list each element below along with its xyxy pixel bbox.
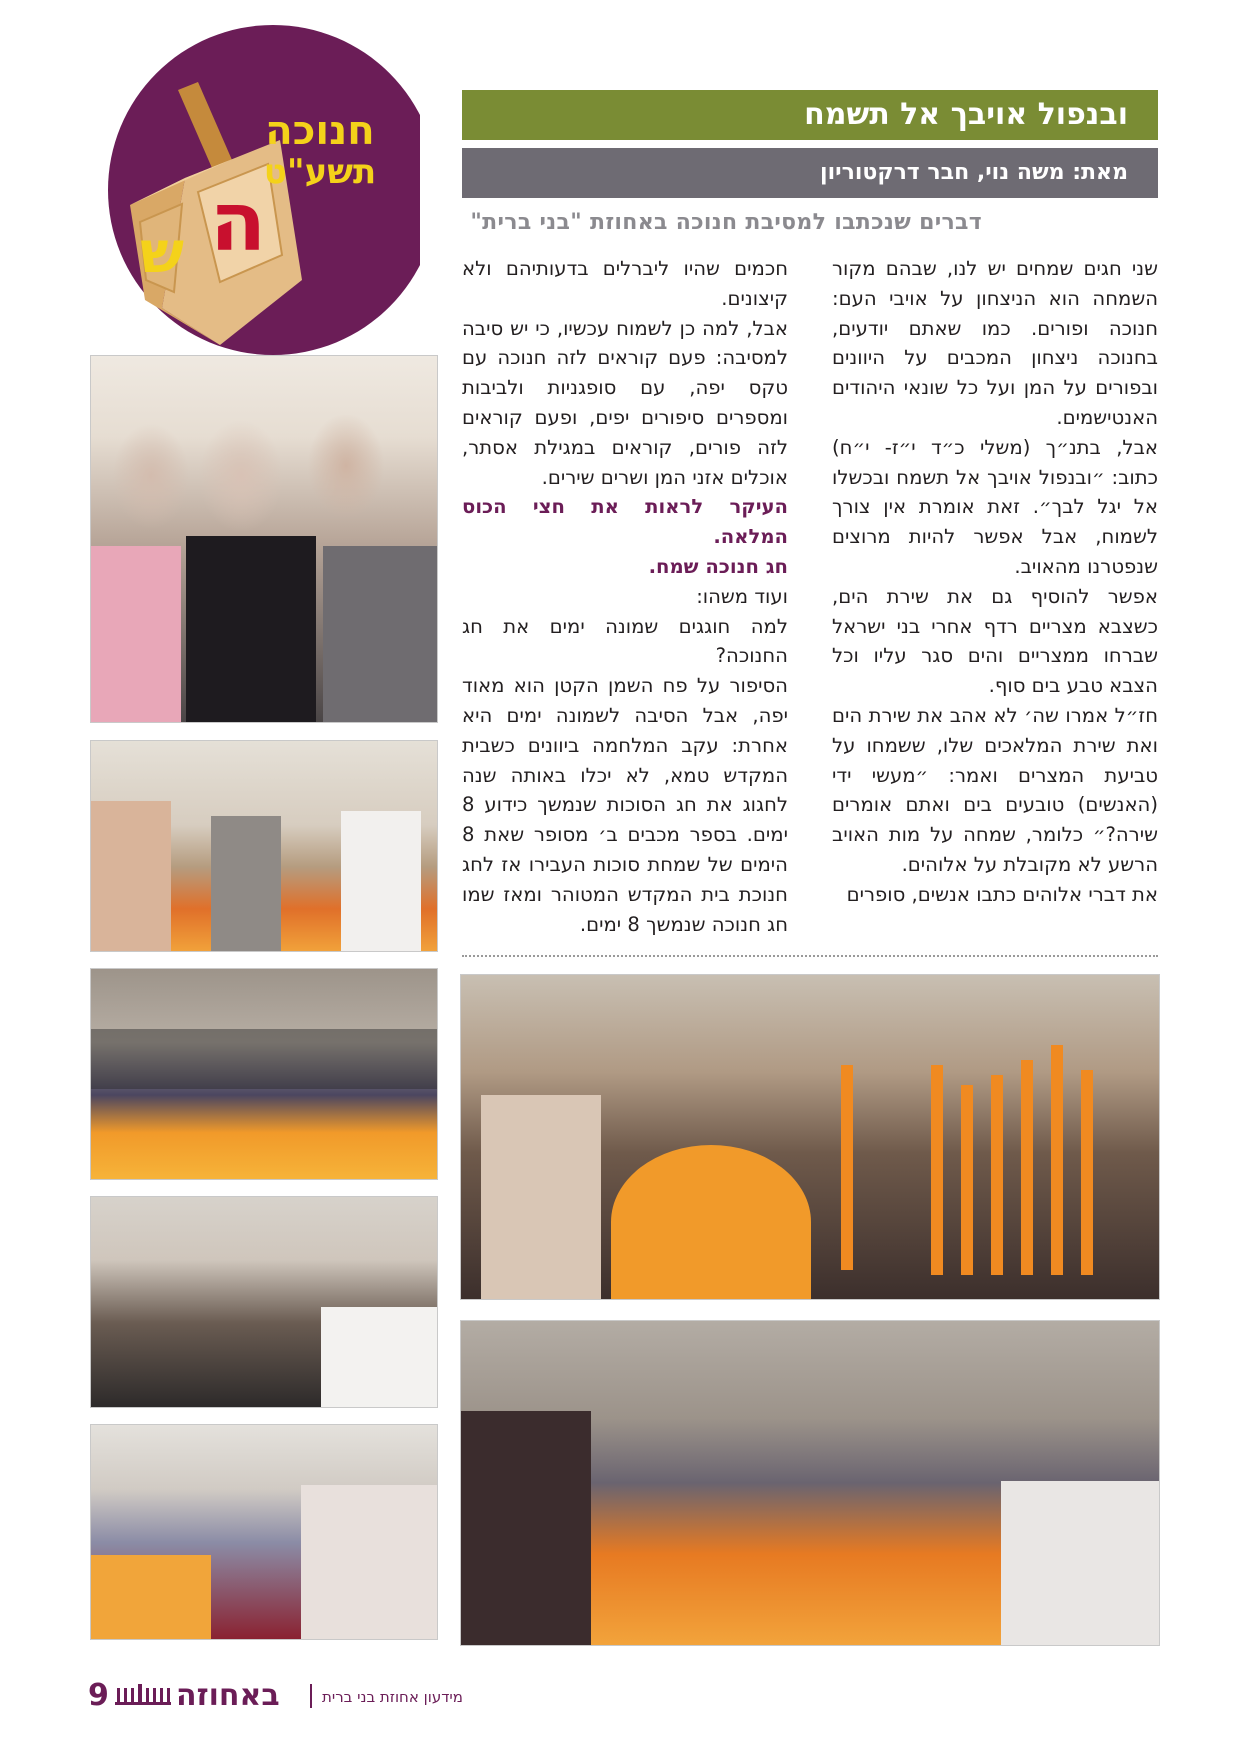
paragraph: ועוד משהו: (696, 584, 788, 608)
paragraph: חכמים שהיו ליברלים בדעותיהם ולא קיצונים. (462, 257, 788, 310)
article-author: מאת: משה נוי, חבר דרקטוריון (462, 148, 1158, 198)
article-subtitle: דברים שנכתבו למסיבת חנוכה באחוזת "בני ברית" (470, 210, 982, 235)
dotted-separator (462, 955, 1158, 957)
paragraph: שני חגים שמחים יש לנו, שבהם מקור השמחה הוא הניצחון על אויבי העם: חנוכה ופורים. כמו שאתם יודעים, בחנוכה ניצחון המכבים על היוונים ובפורים על המן ועל כל שונאי היהודים האנטישמים. (832, 257, 1158, 429)
article-title: ובנפול אויבך אל תשמח (462, 90, 1158, 140)
dreidel-letter-shin: ש (140, 218, 184, 286)
photo-men-table (460, 1320, 1160, 1646)
article-column-right (832, 254, 1158, 910)
paragraph: הסיפור על פח השמן הקטן הוא מאוד יפה, אבל הסיבה לשמונה ימים היא אחרת: עקב המלחמה ביוונים כשבית המקדש טמא, לא יכלו באותה שנה לחגוג את חג הסוכות שנמשך כידוע 8 ימים. בספר מכבים ב׳ מסופר שאת 8 הימים של שמחת סוכות העבירו אז לחג חנוכת בית המקדש המטוהר ומאז שמו חג חנוכה שנמשך 8 ימים. (462, 674, 788, 936)
photo-three-women (90, 355, 438, 723)
dreidel-letter-hei: ה (209, 175, 267, 270)
page-number: 9 (88, 1678, 109, 1713)
paragraph: אבל, למה כן לשמוח עכשיו, כי יש סיבה למסיבה: פעם קוראים לזה חנוכה עם טקס יפה, עם סופגניות ולביבות ומספרים סיפורים יפים, ופעם קוראים לזה פורים, קוראים במגילת אסתר, אוכלים אזני המן ושרים שירים. (462, 316, 788, 489)
photo-women-table (90, 968, 438, 1180)
paragraph: למה חוגגים שמונה ימים את חג החנוכה? (462, 614, 788, 668)
paragraph: חז״ל אמרו שה׳ לא אהב את שירת הים ואת שירת המלאכים שלו, ששמחו על טביעת המצרים ואמר: ״מעשי ידי (האנשים) טובעים בים ואתם אומרים שירה?״ כלומר, שמחה על מות האויב הרשע לא מקובלת על אלוהים. (832, 703, 1158, 876)
badge-year: תשע"ט (263, 152, 377, 192)
paragraph: את דברי אלוהים כתבו אנשים, סופרים (846, 882, 1158, 906)
photo-women-celebration (90, 1424, 438, 1640)
paragraph: אפשר להוסיף גם את שירת הים, כשצבא מצריים רדף אחרי בני ישראל שברחו ממצריים והים סגר עליו וכל הצבא טבע בים סוף. (832, 584, 1158, 698)
photo-hall-menorah (460, 974, 1160, 1300)
paragraph: אבל, בתנ״ך (משלי כ״ד י״ז- י״ח) כתוב: ״ובנפול אויבך אל תשמח ובכשלו אל יגל לבך״. זאת אומרת אין צורך לשמוח, אבל אפשר להיות מרוצים שנפטרנו מהאויב. (832, 435, 1158, 578)
emphasis-line: חג חנוכה שמח. (648, 554, 788, 578)
footer-divider (310, 1684, 312, 1708)
footer-caption: מידעון אחוזת בני ברית (322, 1688, 463, 1706)
badge-title: חנוכה (265, 108, 375, 154)
menorah-icon (115, 1684, 171, 1708)
photo-three-women-portrait (90, 1196, 438, 1408)
photo-table-group (90, 740, 438, 952)
emphasis-line: העיקר לראות את חצי הכוס המלאה. (462, 495, 788, 549)
footer-brand: באחוזה (176, 1678, 280, 1713)
article-column-left (462, 254, 788, 939)
